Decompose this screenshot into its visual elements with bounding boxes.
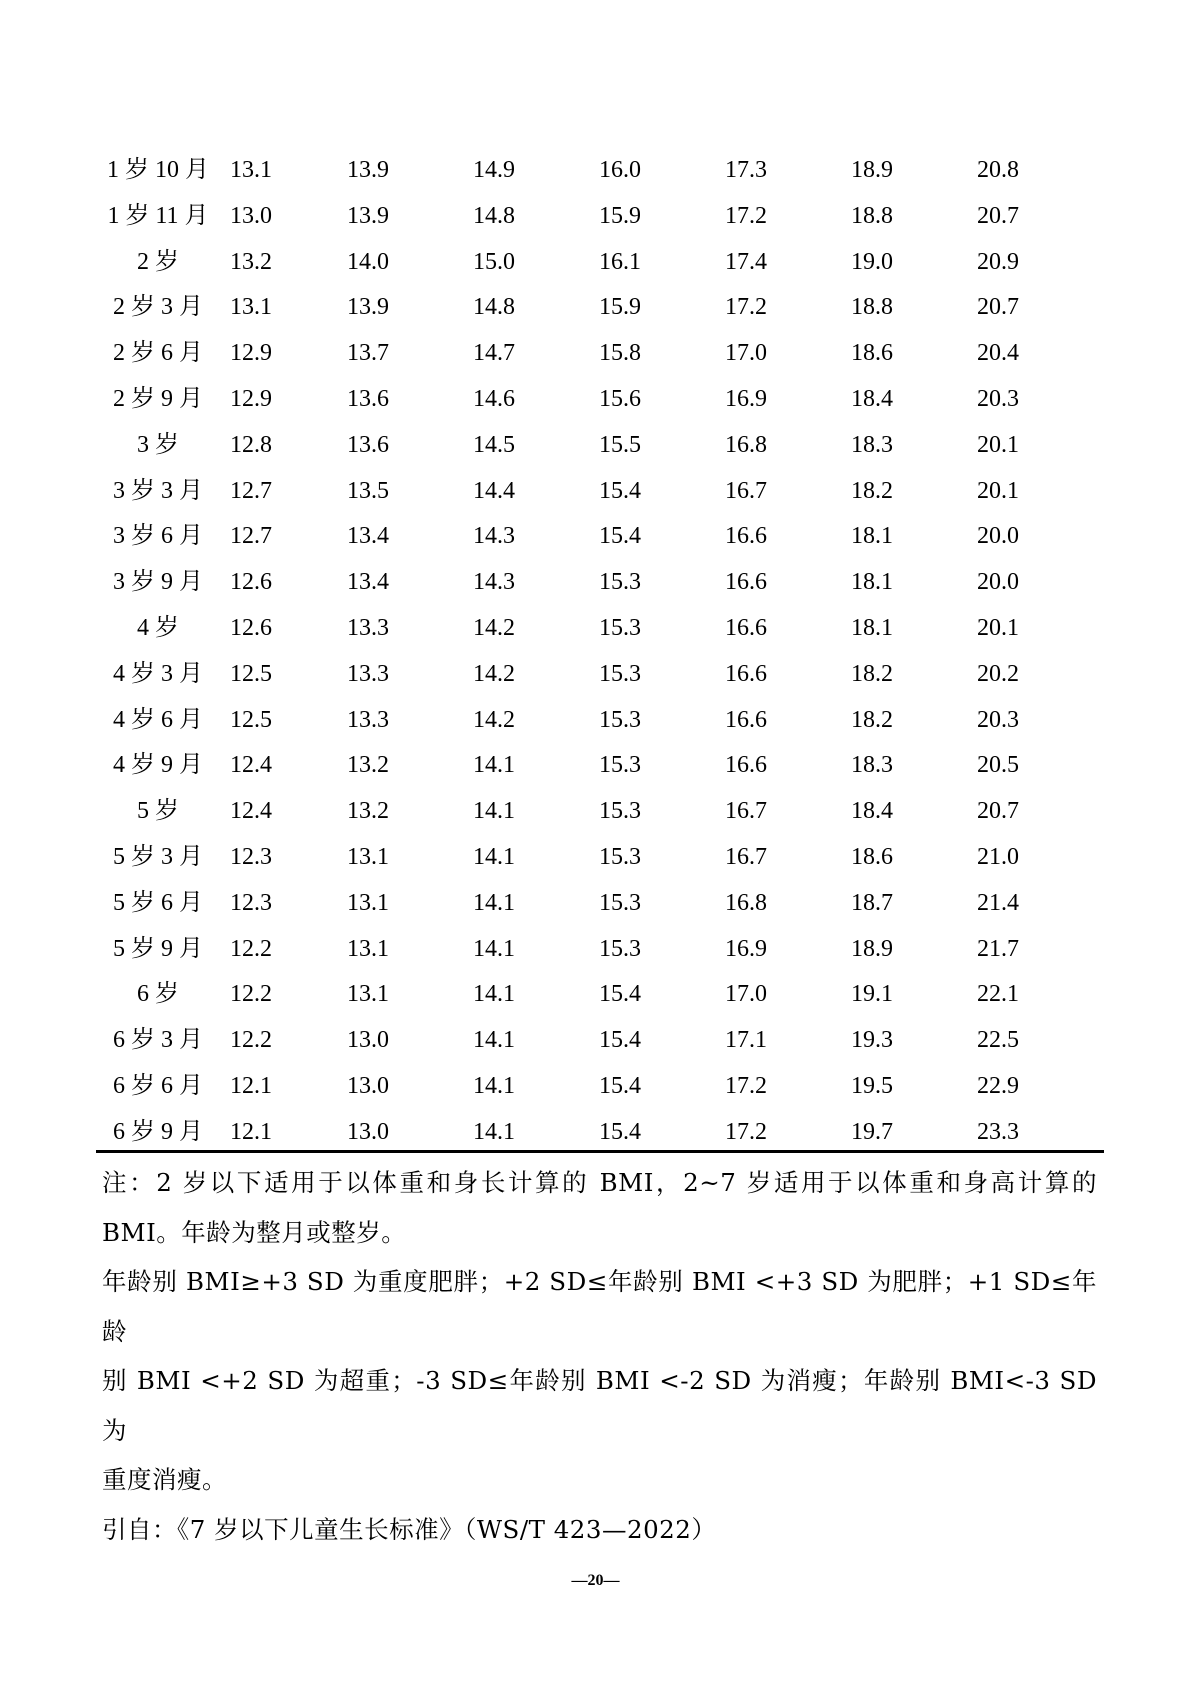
bmi-value-cell: 15.0 xyxy=(473,248,515,275)
bmi-value-cell: 13.5 xyxy=(347,477,389,504)
table-row xyxy=(96,423,1104,469)
bmi-value-cell: 12.2 xyxy=(230,1027,272,1054)
bmi-value-cell: 15.3 xyxy=(599,798,641,825)
bmi-value-cell: 16.6 xyxy=(725,752,767,779)
bmi-value-cell: 15.3 xyxy=(599,752,641,779)
bmi-value-cell: 15.4 xyxy=(599,1072,641,1099)
table-notes xyxy=(102,1158,1097,1554)
age-cell: 3 岁 9 月 xyxy=(113,569,203,596)
bmi-value-cell: 13.1 xyxy=(347,981,389,1008)
bmi-value-cell: 13.4 xyxy=(347,523,389,550)
bmi-value-cell: 16.6 xyxy=(725,569,767,596)
bmi-value-cell: 15.3 xyxy=(599,889,641,916)
table-row xyxy=(96,652,1104,698)
bmi-value-cell: 12.3 xyxy=(230,889,272,916)
age-cell: 1 岁 11 月 xyxy=(107,202,209,229)
table-row xyxy=(96,377,1104,423)
bmi-value-cell: 16.9 xyxy=(725,935,767,962)
bmi-value-cell: 15.5 xyxy=(599,431,641,458)
bmi-value-cell: 20.8 xyxy=(977,157,1019,183)
bmi-value-cell: 12.9 xyxy=(230,340,272,367)
age-cell: 3 岁 3 月 xyxy=(113,477,203,504)
bmi-value-cell: 22.1 xyxy=(977,981,1019,1008)
bmi-value-cell: 12.2 xyxy=(230,935,272,962)
bmi-value-cell: 14.1 xyxy=(473,889,515,916)
age-cell: 3 岁 6 月 xyxy=(113,523,203,550)
bmi-value-cell: 15.6 xyxy=(599,385,641,412)
bmi-value-cell: 15.3 xyxy=(599,706,641,733)
bmi-value-cell: 20.2 xyxy=(977,660,1019,687)
bmi-value-cell: 21.4 xyxy=(977,889,1019,916)
bmi-value-cell: 14.3 xyxy=(473,569,515,596)
bmi-value-cell: 22.9 xyxy=(977,1072,1019,1099)
bmi-value-cell: 12.5 xyxy=(230,660,272,687)
bmi-value-cell: 18.4 xyxy=(851,798,893,825)
bmi-value-cell: 13.6 xyxy=(347,385,389,412)
bmi-value-cell: 14.1 xyxy=(473,935,515,962)
bmi-value-cell: 14.0 xyxy=(347,248,389,275)
note-line: 年龄别 BMI≥+3 SD 为重度肥胖；+2 SD≤年龄别 BMI <+3 SD 为肥胖；+1 SD≤年龄 xyxy=(102,1267,1097,1346)
age-cell: 5 岁 xyxy=(137,798,179,825)
bmi-value-cell: 13.0 xyxy=(230,202,272,229)
age-cell: 1 岁 10 月 xyxy=(107,157,209,183)
bmi-value-cell: 14.9 xyxy=(473,157,515,183)
bmi-value-cell: 13.0 xyxy=(347,1072,389,1099)
bmi-value-cell: 15.4 xyxy=(599,981,641,1008)
age-cell: 5 岁 9 月 xyxy=(113,935,203,962)
bmi-value-cell: 19.7 xyxy=(851,1118,893,1145)
table-row xyxy=(96,698,1104,744)
bmi-value-cell: 14.5 xyxy=(473,431,515,458)
bmi-value-cell: 16.8 xyxy=(725,431,767,458)
bmi-value-cell: 19.0 xyxy=(851,248,893,275)
bmi-value-cell: 15.4 xyxy=(599,477,641,504)
bmi-value-cell: 13.1 xyxy=(347,843,389,870)
bmi-value-cell: 15.9 xyxy=(599,202,641,229)
bmi-value-cell: 18.2 xyxy=(851,660,893,687)
bmi-value-cell: 17.2 xyxy=(725,294,767,321)
bmi-value-cell: 18.9 xyxy=(851,935,893,962)
age-cell: 6 岁 9 月 xyxy=(113,1118,203,1145)
table-row xyxy=(96,789,1104,835)
bmi-value-cell: 14.1 xyxy=(473,981,515,1008)
bmi-value-cell: 13.1 xyxy=(230,157,272,183)
bmi-value-cell: 20.7 xyxy=(977,202,1019,229)
bmi-value-cell: 13.3 xyxy=(347,614,389,641)
bmi-value-cell: 16.6 xyxy=(725,660,767,687)
bmi-value-cell: 13.0 xyxy=(347,1027,389,1054)
bmi-value-cell: 15.4 xyxy=(599,1118,641,1145)
age-cell: 4 岁 xyxy=(137,614,179,641)
bmi-value-cell: 14.8 xyxy=(473,294,515,321)
bmi-value-cell: 19.3 xyxy=(851,1027,893,1054)
bmi-value-cell: 13.2 xyxy=(347,798,389,825)
bmi-value-cell: 17.3 xyxy=(725,157,767,183)
bmi-value-cell: 18.1 xyxy=(851,523,893,550)
bmi-value-cell: 12.8 xyxy=(230,431,272,458)
bmi-value-cell: 13.2 xyxy=(230,248,272,275)
bmi-value-cell: 12.9 xyxy=(230,385,272,412)
bmi-value-cell: 15.3 xyxy=(599,614,641,641)
bmi-value-cell: 18.1 xyxy=(851,569,893,596)
table-row xyxy=(96,331,1104,377)
bmi-value-cell: 14.2 xyxy=(473,660,515,687)
table-row xyxy=(96,835,1104,881)
bmi-value-cell: 20.5 xyxy=(977,752,1019,779)
table-row xyxy=(96,469,1104,515)
bmi-value-cell: 14.1 xyxy=(473,798,515,825)
bmi-value-cell: 14.6 xyxy=(473,385,515,412)
bmi-value-cell: 20.7 xyxy=(977,798,1019,825)
bmi-value-cell: 13.4 xyxy=(347,569,389,596)
bmi-value-cell: 13.3 xyxy=(347,660,389,687)
bmi-value-cell: 12.1 xyxy=(230,1118,272,1145)
bmi-value-cell: 13.1 xyxy=(230,294,272,321)
bmi-value-cell: 20.1 xyxy=(977,431,1019,458)
bmi-value-cell: 12.3 xyxy=(230,843,272,870)
bmi-value-cell: 16.8 xyxy=(725,889,767,916)
bmi-value-cell: 15.4 xyxy=(599,523,641,550)
bmi-value-cell: 20.0 xyxy=(977,569,1019,596)
bmi-value-cell: 20.4 xyxy=(977,340,1019,367)
bmi-value-cell: 14.8 xyxy=(473,202,515,229)
age-cell: 3 岁 xyxy=(137,431,179,458)
age-cell: 6 岁 6 月 xyxy=(113,1072,203,1099)
bmi-value-cell: 12.7 xyxy=(230,477,272,504)
bmi-for-age-table xyxy=(96,148,1104,1156)
bmi-value-cell: 14.1 xyxy=(473,1027,515,1054)
bmi-value-cell: 14.2 xyxy=(473,706,515,733)
age-cell: 4 岁 9 月 xyxy=(113,752,203,779)
bmi-value-cell: 17.1 xyxy=(725,1027,767,1054)
bmi-value-cell: 14.1 xyxy=(473,843,515,870)
bmi-value-cell: 14.7 xyxy=(473,340,515,367)
bmi-value-cell: 21.7 xyxy=(977,935,1019,962)
table-row xyxy=(96,972,1104,1018)
table-row xyxy=(96,606,1104,652)
bmi-value-cell: 18.7 xyxy=(851,889,893,916)
bmi-value-cell: 17.4 xyxy=(725,248,767,275)
bmi-value-cell: 12.2 xyxy=(230,981,272,1008)
bmi-value-cell: 20.0 xyxy=(977,523,1019,550)
bmi-value-cell: 12.4 xyxy=(230,752,272,779)
bmi-value-cell: 19.5 xyxy=(851,1072,893,1099)
bmi-value-cell: 13.3 xyxy=(347,706,389,733)
bmi-value-cell: 15.4 xyxy=(599,1027,641,1054)
bmi-value-cell: 16.9 xyxy=(725,385,767,412)
bmi-value-cell: 16.1 xyxy=(599,248,641,275)
table-row xyxy=(96,240,1104,286)
bmi-value-cell: 20.3 xyxy=(977,385,1019,412)
age-cell: 5 岁 6 月 xyxy=(113,889,203,916)
table-row xyxy=(96,927,1104,973)
bmi-value-cell: 18.3 xyxy=(851,431,893,458)
age-cell: 6 岁 3 月 xyxy=(113,1027,203,1054)
table-row xyxy=(96,1064,1104,1110)
age-cell: 4 岁 3 月 xyxy=(113,660,203,687)
bmi-value-cell: 15.3 xyxy=(599,935,641,962)
bmi-value-cell: 13.2 xyxy=(347,752,389,779)
bmi-value-cell: 17.2 xyxy=(725,1118,767,1145)
bmi-value-cell: 16.7 xyxy=(725,798,767,825)
bmi-value-cell: 22.5 xyxy=(977,1027,1019,1054)
table-bottom-rule xyxy=(96,1150,1104,1153)
bmi-value-cell: 18.2 xyxy=(851,477,893,504)
age-cell: 4 岁 6 月 xyxy=(113,706,203,733)
bmi-value-cell: 16.6 xyxy=(725,706,767,733)
note-line: 注：2 岁以下适用于以体重和身长计算的 BMI，2~7 岁适用于以体重和身高计算的 xyxy=(102,1168,1097,1197)
bmi-value-cell: 14.3 xyxy=(473,523,515,550)
table-row xyxy=(96,148,1104,194)
bmi-value-cell: 17.0 xyxy=(725,981,767,1008)
bmi-value-cell: 13.6 xyxy=(347,431,389,458)
bmi-value-cell: 13.1 xyxy=(347,889,389,916)
table-row xyxy=(96,285,1104,331)
bmi-value-cell: 16.6 xyxy=(725,523,767,550)
bmi-value-cell: 13.9 xyxy=(347,294,389,321)
bmi-value-cell: 18.8 xyxy=(851,202,893,229)
bmi-value-cell: 12.7 xyxy=(230,523,272,550)
bmi-value-cell: 12.4 xyxy=(230,798,272,825)
bmi-value-cell: 19.1 xyxy=(851,981,893,1008)
bmi-value-cell: 15.9 xyxy=(599,294,641,321)
bmi-value-cell: 20.1 xyxy=(977,614,1019,641)
citation-line: 引自：《7 岁以下儿童生长标准》（WS/T 423—2022） xyxy=(102,1514,717,1544)
bmi-value-cell: 12.5 xyxy=(230,706,272,733)
bmi-value-cell: 16.7 xyxy=(725,477,767,504)
age-cell: 2 岁 9 月 xyxy=(113,385,203,412)
bmi-value-cell: 14.1 xyxy=(473,1072,515,1099)
bmi-value-cell: 18.1 xyxy=(851,614,893,641)
bmi-value-cell: 14.2 xyxy=(473,614,515,641)
bmi-value-cell: 14.4 xyxy=(473,477,515,504)
bmi-value-cell: 18.4 xyxy=(851,385,893,412)
age-cell: 2 岁 6 月 xyxy=(113,340,203,367)
bmi-value-cell: 17.2 xyxy=(725,202,767,229)
note-line: BMI。年龄为整月或整岁。 xyxy=(102,1217,407,1247)
bmi-value-cell: 20.1 xyxy=(977,477,1019,504)
bmi-value-cell: 20.3 xyxy=(977,706,1019,733)
bmi-value-cell: 20.9 xyxy=(977,248,1019,275)
bmi-value-cell: 13.0 xyxy=(347,1118,389,1145)
bmi-value-cell: 16.6 xyxy=(725,614,767,641)
bmi-value-cell: 23.3 xyxy=(977,1118,1019,1145)
bmi-value-cell: 15.3 xyxy=(599,569,641,596)
bmi-value-cell: 12.6 xyxy=(230,614,272,641)
bmi-value-cell: 18.6 xyxy=(851,843,893,870)
bmi-value-cell: 14.1 xyxy=(473,752,515,779)
age-cell: 5 岁 3 月 xyxy=(113,843,203,870)
bmi-value-cell: 16.7 xyxy=(725,843,767,870)
age-cell: 6 岁 xyxy=(137,981,179,1008)
bmi-value-cell: 13.7 xyxy=(347,340,389,367)
bmi-value-cell: 13.1 xyxy=(347,935,389,962)
bmi-value-cell: 16.0 xyxy=(599,157,641,183)
bmi-value-cell: 15.3 xyxy=(599,843,641,870)
table-row xyxy=(96,1018,1104,1064)
bmi-value-cell: 18.2 xyxy=(851,706,893,733)
bmi-value-cell: 13.9 xyxy=(347,202,389,229)
bmi-value-cell: 21.0 xyxy=(977,843,1019,870)
table-row xyxy=(96,514,1104,560)
bmi-value-cell: 18.9 xyxy=(851,157,893,183)
table-row xyxy=(96,881,1104,927)
table-row xyxy=(96,194,1104,240)
bmi-value-cell: 18.3 xyxy=(851,752,893,779)
bmi-value-cell: 14.1 xyxy=(473,1118,515,1145)
bmi-value-cell: 18.8 xyxy=(851,294,893,321)
bmi-value-cell: 15.3 xyxy=(599,660,641,687)
bmi-value-cell: 12.6 xyxy=(230,569,272,596)
table-row xyxy=(96,743,1104,789)
table-body xyxy=(96,148,1104,1156)
bmi-value-cell: 15.8 xyxy=(599,340,641,367)
bmi-value-cell: 17.2 xyxy=(725,1072,767,1099)
table-row xyxy=(96,560,1104,606)
bmi-value-cell: 18.6 xyxy=(851,340,893,367)
table-row xyxy=(96,1110,1104,1156)
bmi-value-cell: 17.0 xyxy=(725,340,767,367)
note-line: 别 BMI <+2 SD 为超重；-3 SD≤年龄别 BMI <-2 SD 为消瘦；年龄别 BMI<-3 SD 为 xyxy=(102,1366,1097,1445)
bmi-value-cell: 13.9 xyxy=(347,157,389,183)
page-number: —20— xyxy=(571,1572,620,1589)
bmi-value-cell: 20.7 xyxy=(977,294,1019,321)
age-cell: 2 岁 xyxy=(137,248,179,275)
age-cell: 2 岁 3 月 xyxy=(113,294,203,321)
bmi-value-cell: 12.1 xyxy=(230,1072,272,1099)
note-line: 重度消瘦。 xyxy=(102,1465,227,1494)
